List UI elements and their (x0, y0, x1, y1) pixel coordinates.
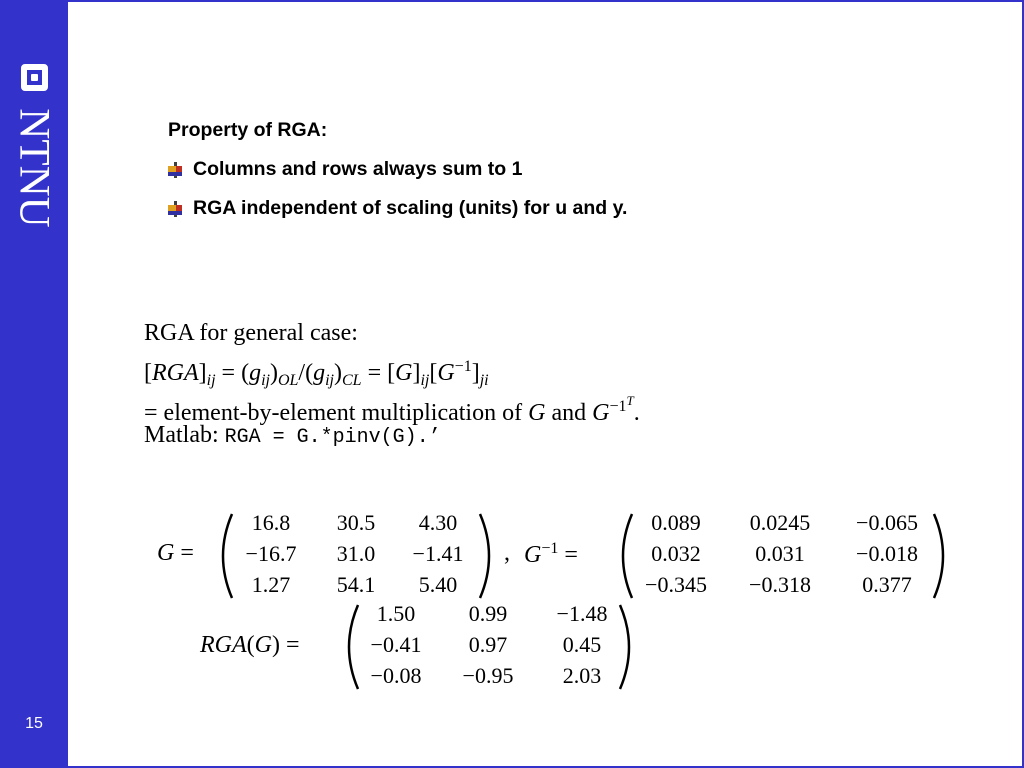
matrix-cell: 5.40 (418, 572, 458, 597)
rga-formula-block (144, 316, 640, 452)
matrix-cell: 0.99 (468, 601, 508, 626)
matrix-cell: 1.50 (376, 601, 416, 626)
matrix-cell: 0.377 (862, 572, 912, 597)
matrix-cell: −16.7 (245, 541, 297, 566)
matrix-cell: 1.27 (251, 572, 291, 597)
matrix-cell: −1.41 (412, 541, 464, 566)
bullet-icon (168, 162, 184, 178)
matrix-cell: −1.48 (556, 601, 608, 626)
formula-line-intro: RGA for general case: (144, 320, 358, 346)
matrix-cell: −0.018 (856, 541, 918, 566)
top-border (68, 0, 1024, 2)
matrix-cell: 54.1 (336, 572, 376, 597)
bullet-text: RGA independent of scaling (units) for u and y. (193, 197, 628, 219)
matrix-cell: −0.345 (645, 572, 707, 597)
matrix-cell: −0.41 (370, 632, 422, 657)
matrix-cell: 0.45 (562, 632, 602, 657)
matrix-cell: 16.8 (251, 510, 291, 535)
matlab-code: RGA = G.*pinv(G).’ (224, 426, 441, 449)
ntnu-logo-icon (21, 64, 48, 91)
property-heading: Property of RGA: (168, 119, 328, 141)
bullet-icon (168, 201, 184, 217)
sidebar (0, 0, 68, 768)
bullet-item (168, 157, 627, 182)
matrix-cell: −0.95 (462, 663, 514, 688)
matrix-cell: 30.5 (336, 510, 376, 535)
matrix-cell: 0.97 (468, 632, 508, 657)
matrix-ginv-label: $G^{-1}$ = (524, 540, 578, 568)
matrix-cell: 0.089 (651, 510, 701, 535)
matrix-cell: 2.03 (562, 663, 602, 688)
comma-separator: , (504, 540, 510, 566)
matrix-cell: 0.0245 (749, 510, 811, 535)
formula-line-multiplication: = element-by-element multiplication of G and $G^{-1^T}$. (144, 393, 640, 426)
formula-line-matlab: Matlab: RGA = G.*pinv(G).’ (144, 422, 441, 449)
matrix-cell: −0.318 (749, 572, 811, 597)
formula-line-definition: $[RGA]_{ij} = (g_{ij})_{OL}/(g_{ij})_{CL} = [G]_{ij}[G^{-1}]_{ji}$ (144, 358, 489, 389)
matrix-cell: 0.031 (755, 541, 805, 566)
bullet-text: Columns and rows always sum to 1 (193, 158, 523, 180)
matrix-cell: −0.065 (856, 510, 918, 535)
matrix-g-label: G = (157, 540, 194, 566)
bullet-item (168, 196, 627, 221)
matrix-cell: 4.30 (418, 510, 458, 535)
matrix-cell: −0.08 (370, 663, 422, 688)
matrix-rga-label: RGA(G) = (200, 632, 300, 658)
property-list (168, 119, 627, 235)
page-number: 15 (25, 715, 43, 732)
matrix-cell: 31.0 (336, 541, 376, 566)
ntnu-logo-text: NTNU (10, 108, 58, 228)
matrix-cell: 0.032 (651, 541, 701, 566)
